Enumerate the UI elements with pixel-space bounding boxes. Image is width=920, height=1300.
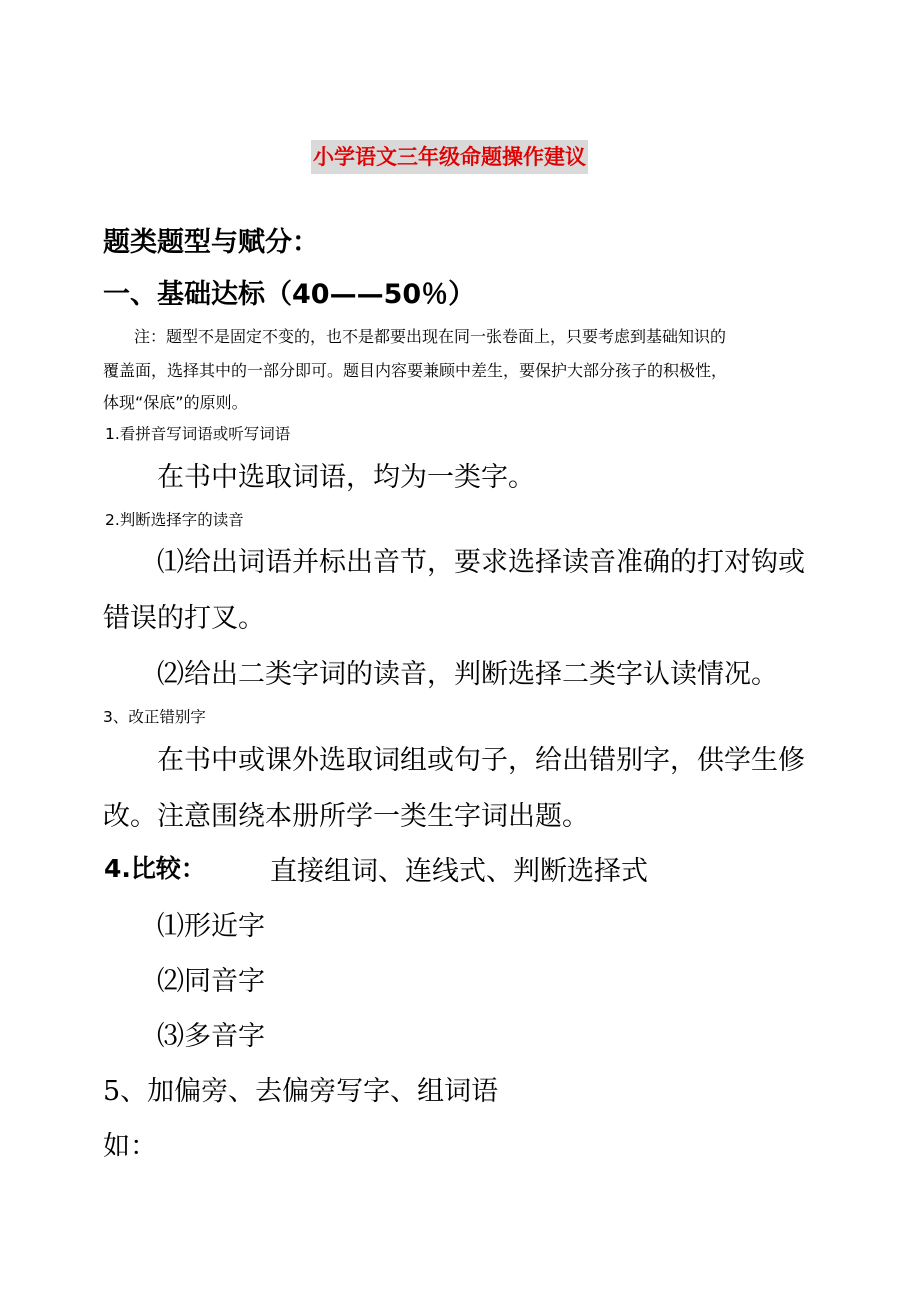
- item-3-line-1: 在书中或课外选取词组或句子，给出错别字，供学生修: [157, 745, 805, 776]
- note-line-2: 覆盖面，选择其中的一部分即可。题目内容要兼顾中差生，要保护大部分孩子的积极性，: [103, 361, 728, 380]
- item-3-line-2: 改。注意围绕本册所学一类生字词出题。: [103, 801, 589, 832]
- heading-question-types: 题类题型与赋分：: [103, 227, 319, 258]
- item-2-point-1-line-2: 错误的打叉。: [103, 603, 265, 634]
- note-line-3: 体现“保底”的原则。: [103, 393, 248, 412]
- document-title: 小学语文三年级命题操作建议: [311, 140, 588, 174]
- item-4-label: 4.比较：: [104, 854, 206, 883]
- item-1-label: 1.看拼音写词语或听写词语: [105, 425, 291, 443]
- item-1-text: 在书中选取词语，均为一类字。: [157, 462, 535, 493]
- item-5-label: 5、加偏旁、去偏旁写字、组词语: [103, 1076, 499, 1107]
- item-2-point-1-line-1: ⑴给出词语并标出音节，要求选择读音准确的打对钩或: [157, 547, 805, 578]
- note-line-1: 注：题型不是固定不变的，也不是都要出现在同一张卷面上，只要考虑到基础知识的: [134, 327, 727, 346]
- section-basic-standards: 一、基础达标（40——50％）: [103, 279, 476, 310]
- item-3-label: 3、改正错别字: [103, 708, 206, 726]
- item-2-point-2: ⑵给出二类字词的读音，判断选择二类字认读情况。: [157, 659, 778, 690]
- item-4-sub-3: ⑶多音字: [157, 1021, 265, 1052]
- item-4-sub-1: ⑴形近字: [157, 911, 265, 942]
- item-2-label: 2.判断选择字的读音: [105, 511, 244, 529]
- item-4-methods: 直接组词、连线式、判断选择式: [270, 856, 648, 887]
- item-5-example: 如：: [103, 1131, 157, 1162]
- item-4-sub-2: ⑵同音字: [157, 966, 265, 997]
